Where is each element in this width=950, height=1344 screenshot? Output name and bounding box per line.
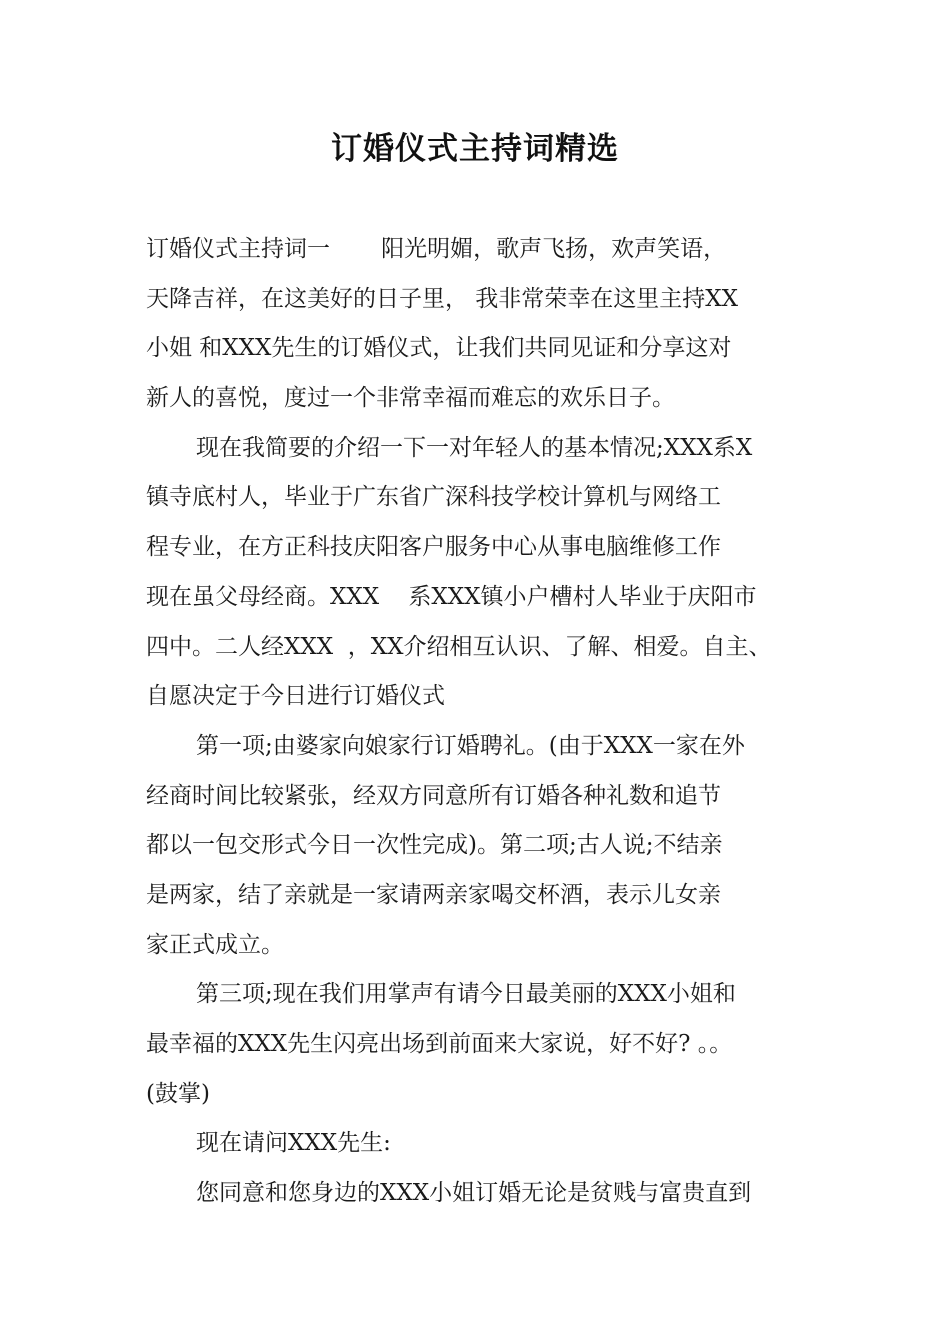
document-body [146, 225, 826, 1219]
text-line: 最幸福的XXX先生闪亮出场到前面来大家说，好不好? 。。 [146, 1031, 733, 1057]
text-line: 程专业，在方正科技庆阳客户服务中心从事电脑维修工作 [146, 534, 721, 561]
document-title: 订婚仪式主持词精选 [331, 131, 619, 167]
text-line: 天降吉祥，在这美好的日子里， 我非常荣幸在这里主持XX [146, 285, 739, 312]
text-line: 都以一包交形式今日一次性完成)。第二项;古人说;不结亲 [146, 832, 723, 859]
text-line: 现在虽父母经商。XXX 系XXX镇小户槽村人毕业于庆阳市 [146, 583, 757, 610]
text-line: 第三项;现在我们用掌声有请今日最美丽的XXX小姐和 [196, 981, 736, 1008]
text-line: 第一项;由婆家向娘家行订婚聘礼。(由于XXX一家在外 [196, 732, 745, 759]
text-line: 是两家，结了亲就是一家请两亲家喝交杯酒，表示儿女亲 [146, 881, 721, 908]
text-line: 您同意和您身边的XXX小姐订婚无论是贫贱与富贵直到 [196, 1180, 752, 1207]
text-line: 家正式成立。 [146, 931, 284, 958]
text-line: 自愿决定于今日进行订婚仪式 [146, 683, 445, 710]
text-line: (鼓掌) [146, 1080, 210, 1107]
text-line: 经商时间比较紧张，经双方同意所有订婚各种礼数和追节 [146, 782, 721, 809]
text-line: 现在请问XXX先生: [196, 1130, 391, 1157]
text-line: 订婚仪式主持词一 阳光明媚，歌声飞扬，欢声笑语， [146, 236, 727, 262]
text-line: 现在我简要的介绍一下一对年轻人的基本情况;XXX系X [196, 434, 753, 461]
text-line: 小姐 和XXX先生的订婚仪式，让我们共同见证和分享这对 [146, 335, 732, 362]
text-line: 四中。二人经XXX ，XX介绍相互认识、了解、相爱。自主、 [146, 633, 772, 660]
text-line: 镇寺底村人，毕业于广东省广深科技学校计算机与网络工 [146, 484, 721, 511]
text-line: 新人的喜悦，度过一个非常幸福而难忘的欢乐日子。 [146, 385, 675, 412]
